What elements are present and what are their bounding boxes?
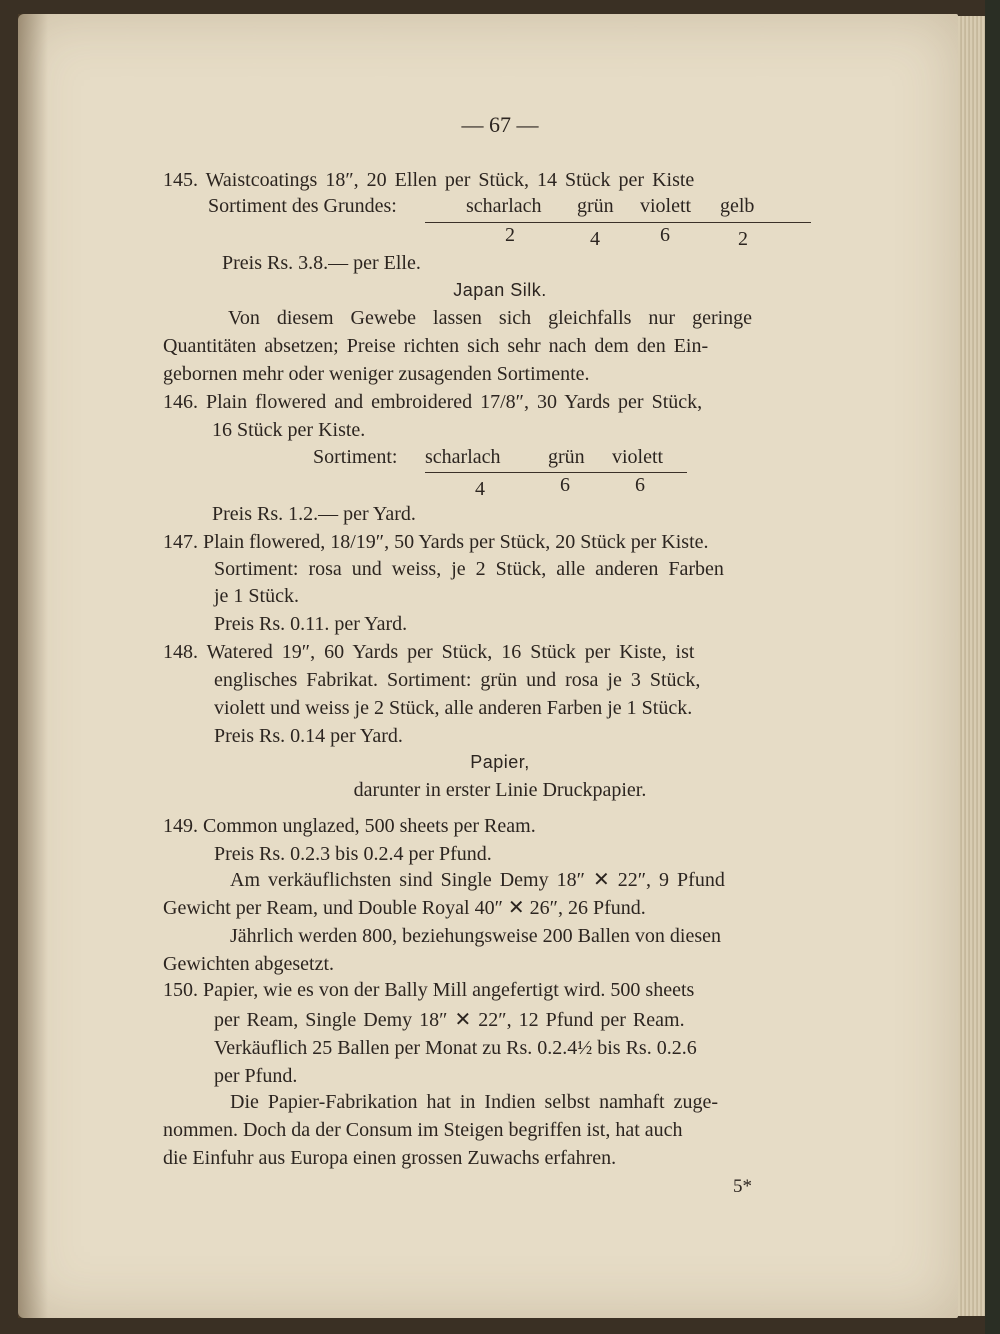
entry-145-count-3: 6	[660, 224, 670, 246]
entry-146-line-2: 16 Stück per Kiste.	[212, 419, 366, 441]
entry-149-para1-line-2: Gewicht per Ream, und Double Royal 40″ ✕ 26″, 26 Pfund.	[163, 897, 646, 919]
entry-149-para2-line-1: Jährlich werden 800, beziehungsweise 200 Ballen von diesen	[230, 925, 721, 947]
entry-146-color-2: grün	[548, 446, 585, 468]
entry-145-sortiment-label: Sortiment des Grundes:	[208, 195, 397, 217]
section-subheading-papier: darunter in erster Linie Druckpapier.	[353, 779, 647, 801]
entry-150-line-1: 150. Papier, wie es von der Bally Mill angefertigt wird. 500 sheets	[163, 979, 695, 1001]
entry-146-price: Preis Rs. 1.2.— per Yard.	[212, 503, 416, 525]
entry-149-para2-line-2: Gewichten abgesetzt.	[163, 953, 335, 975]
japan-silk-para-line-3: gebornen mehr oder weniger zusagenden Sortimente.	[163, 363, 590, 385]
entry-150-para-line-1: Die Papier-Fabrikation hat in Indien selbst namhaft zuge-	[230, 1091, 719, 1113]
entry-146-color-1: scharlach	[425, 446, 501, 468]
japan-silk-para-line-2: Quantitäten absetzen; Preise richten sich sehr nach dem den Ein-	[163, 335, 709, 357]
entry-148-line-1: 148. Watered 19″, 60 Yards per Stück, 16 Stück per Kiste, ist	[163, 641, 695, 663]
entry-149-para1-line-1: Am verkäuflichsten sind Single Demy 18″ ✕ 22″, 9 Pfund	[230, 869, 725, 891]
entry-145-count-1: 2	[505, 224, 515, 246]
entry-146-count-2: 6	[560, 474, 570, 496]
entry-145-rule	[425, 222, 811, 223]
entry-150-line-3: Verkäuflich 25 Ballen per Monat zu Rs. 0.2.4½ bis Rs. 0.2.6	[214, 1037, 697, 1059]
entry-150-para-line-3: die Einfuhr aus Europa einen grossen Zuwachs erfahren.	[163, 1147, 617, 1169]
entry-147-line-3: je 1 Stück.	[214, 585, 299, 607]
entry-145-color-4: gelb	[720, 195, 755, 217]
entry-148-price: Preis Rs. 0.14 per Yard.	[214, 725, 403, 747]
entry-147-line-1: 147. Plain flowered, 18/19″, 50 Yards per Stück, 20 Stück per Kiste.	[163, 531, 709, 553]
entry-145-color-2: grün	[577, 195, 614, 217]
page-number: — 67 —	[461, 112, 539, 137]
signature-mark: 5*	[733, 1176, 752, 1197]
entry-150-para-line-2: nommen. Doch da der Consum im Steigen begriffen ist, hat auch	[163, 1119, 683, 1141]
entry-147-price: Preis Rs. 0.11. per Yard.	[214, 613, 408, 635]
entry-145-color-1: scharlach	[466, 195, 542, 217]
page-gutter-shadow	[18, 14, 48, 1318]
entry-146-line-1: 146. Plain flowered and embroidered 17/8″, 30 Yards per Stück,	[163, 391, 703, 413]
entry-148-line-2: englisches Fabrikat. Sortiment: grün und rosa je 3 Stück,	[214, 669, 701, 691]
entry-150-line-2: per Ream, Single Demy 18″ ✕ 22″, 12 Pfund per Ream.	[214, 1009, 685, 1031]
entry-145-count-4: 2	[738, 228, 748, 250]
entry-145-color-3: violett	[640, 195, 692, 217]
entry-145-price: Preis Rs. 3.8.— per Elle.	[222, 252, 421, 274]
entry-146-count-1: 4	[475, 478, 485, 500]
entry-146-count-3: 6	[635, 474, 645, 496]
book-cover-edge	[985, 0, 1000, 1334]
entry-146-sortiment-label: Sortiment:	[313, 446, 398, 468]
entry-145-count-2: 4	[590, 228, 600, 250]
entry-149-line-2: Preis Rs. 0.2.3 bis 0.2.4 per Pfund.	[214, 843, 492, 865]
entry-145-line-1: 145. Waistcoatings 18″, 20 Ellen per Stück, 14 Stück per Kiste	[163, 169, 695, 191]
section-heading-japan-silk: Japan Silk.	[453, 280, 547, 300]
entry-149-line-1: 149. Common unglazed, 500 sheets per Ream.	[163, 815, 536, 837]
japan-silk-para-line-1: Von diesem Gewebe lassen sich gleichfalls nur geringe	[228, 307, 753, 329]
section-heading-papier: Papier,	[470, 752, 530, 772]
entry-146-color-3: violett	[612, 446, 664, 468]
entry-147-line-2: Sortiment: rosa und weiss, je 2 Stück, alle anderen Farben	[214, 558, 724, 580]
entry-150-line-4: per Pfund.	[214, 1065, 298, 1087]
entry-148-line-3: violett und weiss je 2 Stück, alle anderen Farben je 1 Stück.	[214, 697, 693, 719]
entry-146-rule	[425, 472, 687, 473]
